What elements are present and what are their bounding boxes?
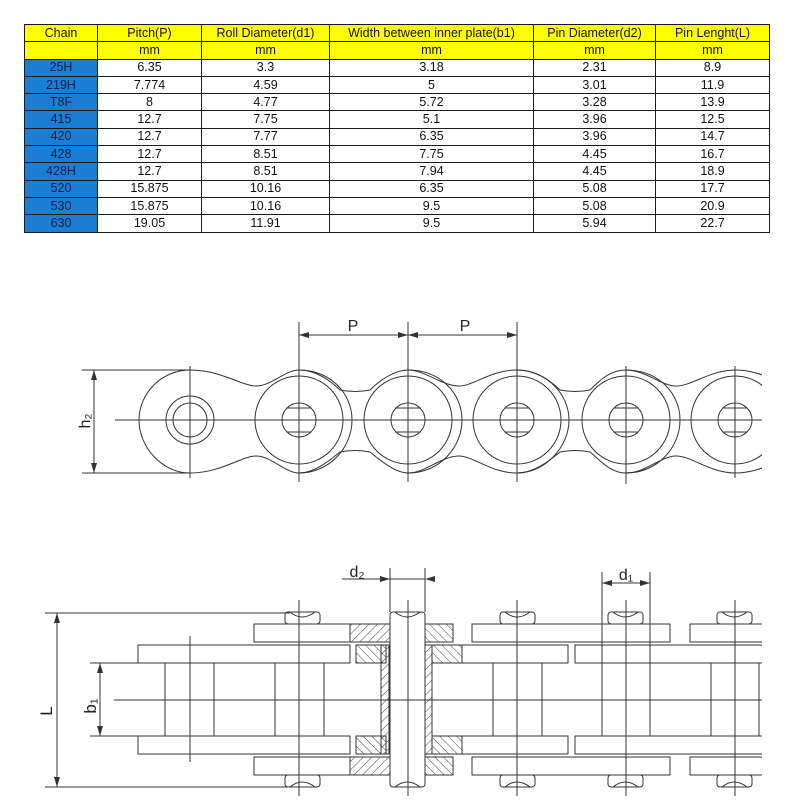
- value-cell: 3.01: [534, 76, 656, 93]
- chain-model-cell: 415: [25, 111, 98, 128]
- value-cell: 12.7: [98, 163, 202, 180]
- chain-model-cell: 530: [25, 197, 98, 214]
- chain-model-cell: 520: [25, 180, 98, 197]
- chain-model-cell: 428H: [25, 163, 98, 180]
- chain-plates: [138, 600, 770, 796]
- col-header-roll-diameter: Roll Diameter(d1): [202, 25, 330, 42]
- chain-model-cell: 428: [25, 146, 98, 163]
- value-cell: 5.94: [534, 215, 656, 232]
- value-cell: 9.5: [330, 197, 534, 214]
- value-cell: 2.31: [534, 59, 656, 76]
- unit-cell: mm: [330, 42, 534, 59]
- chain-model-cell: 630: [25, 215, 98, 232]
- value-cell: 5.1: [330, 111, 534, 128]
- value-cell: 3.18: [330, 59, 534, 76]
- table-units-row: [25, 42, 770, 59]
- value-cell: 7.94: [330, 163, 534, 180]
- chain-model-cell: 219H: [25, 76, 98, 93]
- value-cell: 6.35: [98, 59, 202, 76]
- pin-diameter-label: d₂: [349, 564, 365, 581]
- value-cell: 12.7: [98, 111, 202, 128]
- chain-spec-table: [24, 24, 770, 233]
- value-cell: 5: [330, 76, 534, 93]
- value-cell: 12.7: [98, 146, 202, 163]
- value-cell: 9.5: [330, 215, 534, 232]
- chain-top-view-diagram: [0, 550, 800, 808]
- value-cell: 3.96: [534, 128, 656, 145]
- pitch-label-left: P: [347, 318, 359, 335]
- col-header-pin-diameter: Pin Diameter(d2): [534, 25, 656, 42]
- table-row: [25, 146, 770, 163]
- roller-diameter-label: d₁: [618, 567, 634, 584]
- pin-length-label: L: [37, 706, 56, 716]
- pitch-label-right: P: [459, 318, 471, 335]
- value-cell: 18.9: [656, 163, 770, 180]
- value-cell: 14.7: [656, 128, 770, 145]
- chain-model-cell: 25H: [25, 59, 98, 76]
- value-cell: 7.75: [202, 111, 330, 128]
- value-cell: 12.7: [98, 128, 202, 145]
- value-cell: 11.91: [202, 215, 330, 232]
- value-cell: 7.75: [330, 146, 534, 163]
- value-cell: 7.774: [98, 76, 202, 93]
- value-cell: 3.28: [534, 94, 656, 111]
- table-row: [25, 163, 770, 180]
- unit-cell: mm: [98, 42, 202, 59]
- pin-diameter-dimension: [342, 564, 435, 612]
- table-row: [25, 215, 770, 232]
- value-cell: 5.08: [534, 180, 656, 197]
- value-cell: 8.51: [202, 163, 330, 180]
- col-header-inner-width: Width between inner plate(b1): [330, 25, 534, 42]
- table-row: [25, 59, 770, 76]
- col-header-chain: Chain: [25, 25, 98, 42]
- value-cell: 4.45: [534, 163, 656, 180]
- value-cell: 5.72: [330, 94, 534, 111]
- value-cell: 6.35: [330, 128, 534, 145]
- value-cell: 16.7: [656, 146, 770, 163]
- value-cell: 13.9: [656, 94, 770, 111]
- table-row: [25, 180, 770, 197]
- table-row: [25, 76, 770, 93]
- pitch-dimension: [299, 318, 517, 482]
- value-cell: 10.16: [202, 180, 330, 197]
- table-body: [25, 59, 770, 232]
- table-row: [25, 197, 770, 214]
- value-cell: 17.7: [656, 180, 770, 197]
- value-cell: 20.9: [656, 197, 770, 214]
- chain-model-cell: 420: [25, 128, 98, 145]
- value-cell: 6.35: [330, 180, 534, 197]
- value-cell: 4.59: [202, 76, 330, 93]
- value-cell: 5.08: [534, 197, 656, 214]
- value-cell: 4.45: [534, 146, 656, 163]
- unit-cell: mm: [534, 42, 656, 59]
- value-cell: 19.05: [98, 215, 202, 232]
- value-cell: 12.5: [656, 111, 770, 128]
- value-cell: 3.96: [534, 111, 656, 128]
- table-header-row: [25, 25, 770, 42]
- value-cell: 10.16: [202, 197, 330, 214]
- unit-cell: mm: [202, 42, 330, 59]
- chain-side-view-diagram: [0, 300, 800, 500]
- value-cell: 7.77: [202, 128, 330, 145]
- col-header-pin-length: Pin Lenght(L): [656, 25, 770, 42]
- table-row: [25, 128, 770, 145]
- value-cell: 15.875: [98, 180, 202, 197]
- value-cell: 15.875: [98, 197, 202, 214]
- value-cell: 4.77: [202, 94, 330, 111]
- height-label: h₂: [77, 413, 94, 429]
- value-cell: 11.9: [656, 76, 770, 93]
- value-cell: 22.7: [656, 215, 770, 232]
- unit-cell: [25, 42, 98, 59]
- table-row: [25, 94, 770, 111]
- chain-links: [139, 366, 779, 484]
- value-cell: 8.9: [656, 59, 770, 76]
- col-header-pitch: Pitch(P): [98, 25, 202, 42]
- table-row: [25, 111, 770, 128]
- unit-cell: mm: [656, 42, 770, 59]
- value-cell: 3.3: [202, 59, 330, 76]
- chain-model-cell: T8F: [25, 94, 98, 111]
- inner-width-label: b₁: [81, 698, 100, 714]
- value-cell: 8: [98, 94, 202, 111]
- value-cell: 8.51: [202, 146, 330, 163]
